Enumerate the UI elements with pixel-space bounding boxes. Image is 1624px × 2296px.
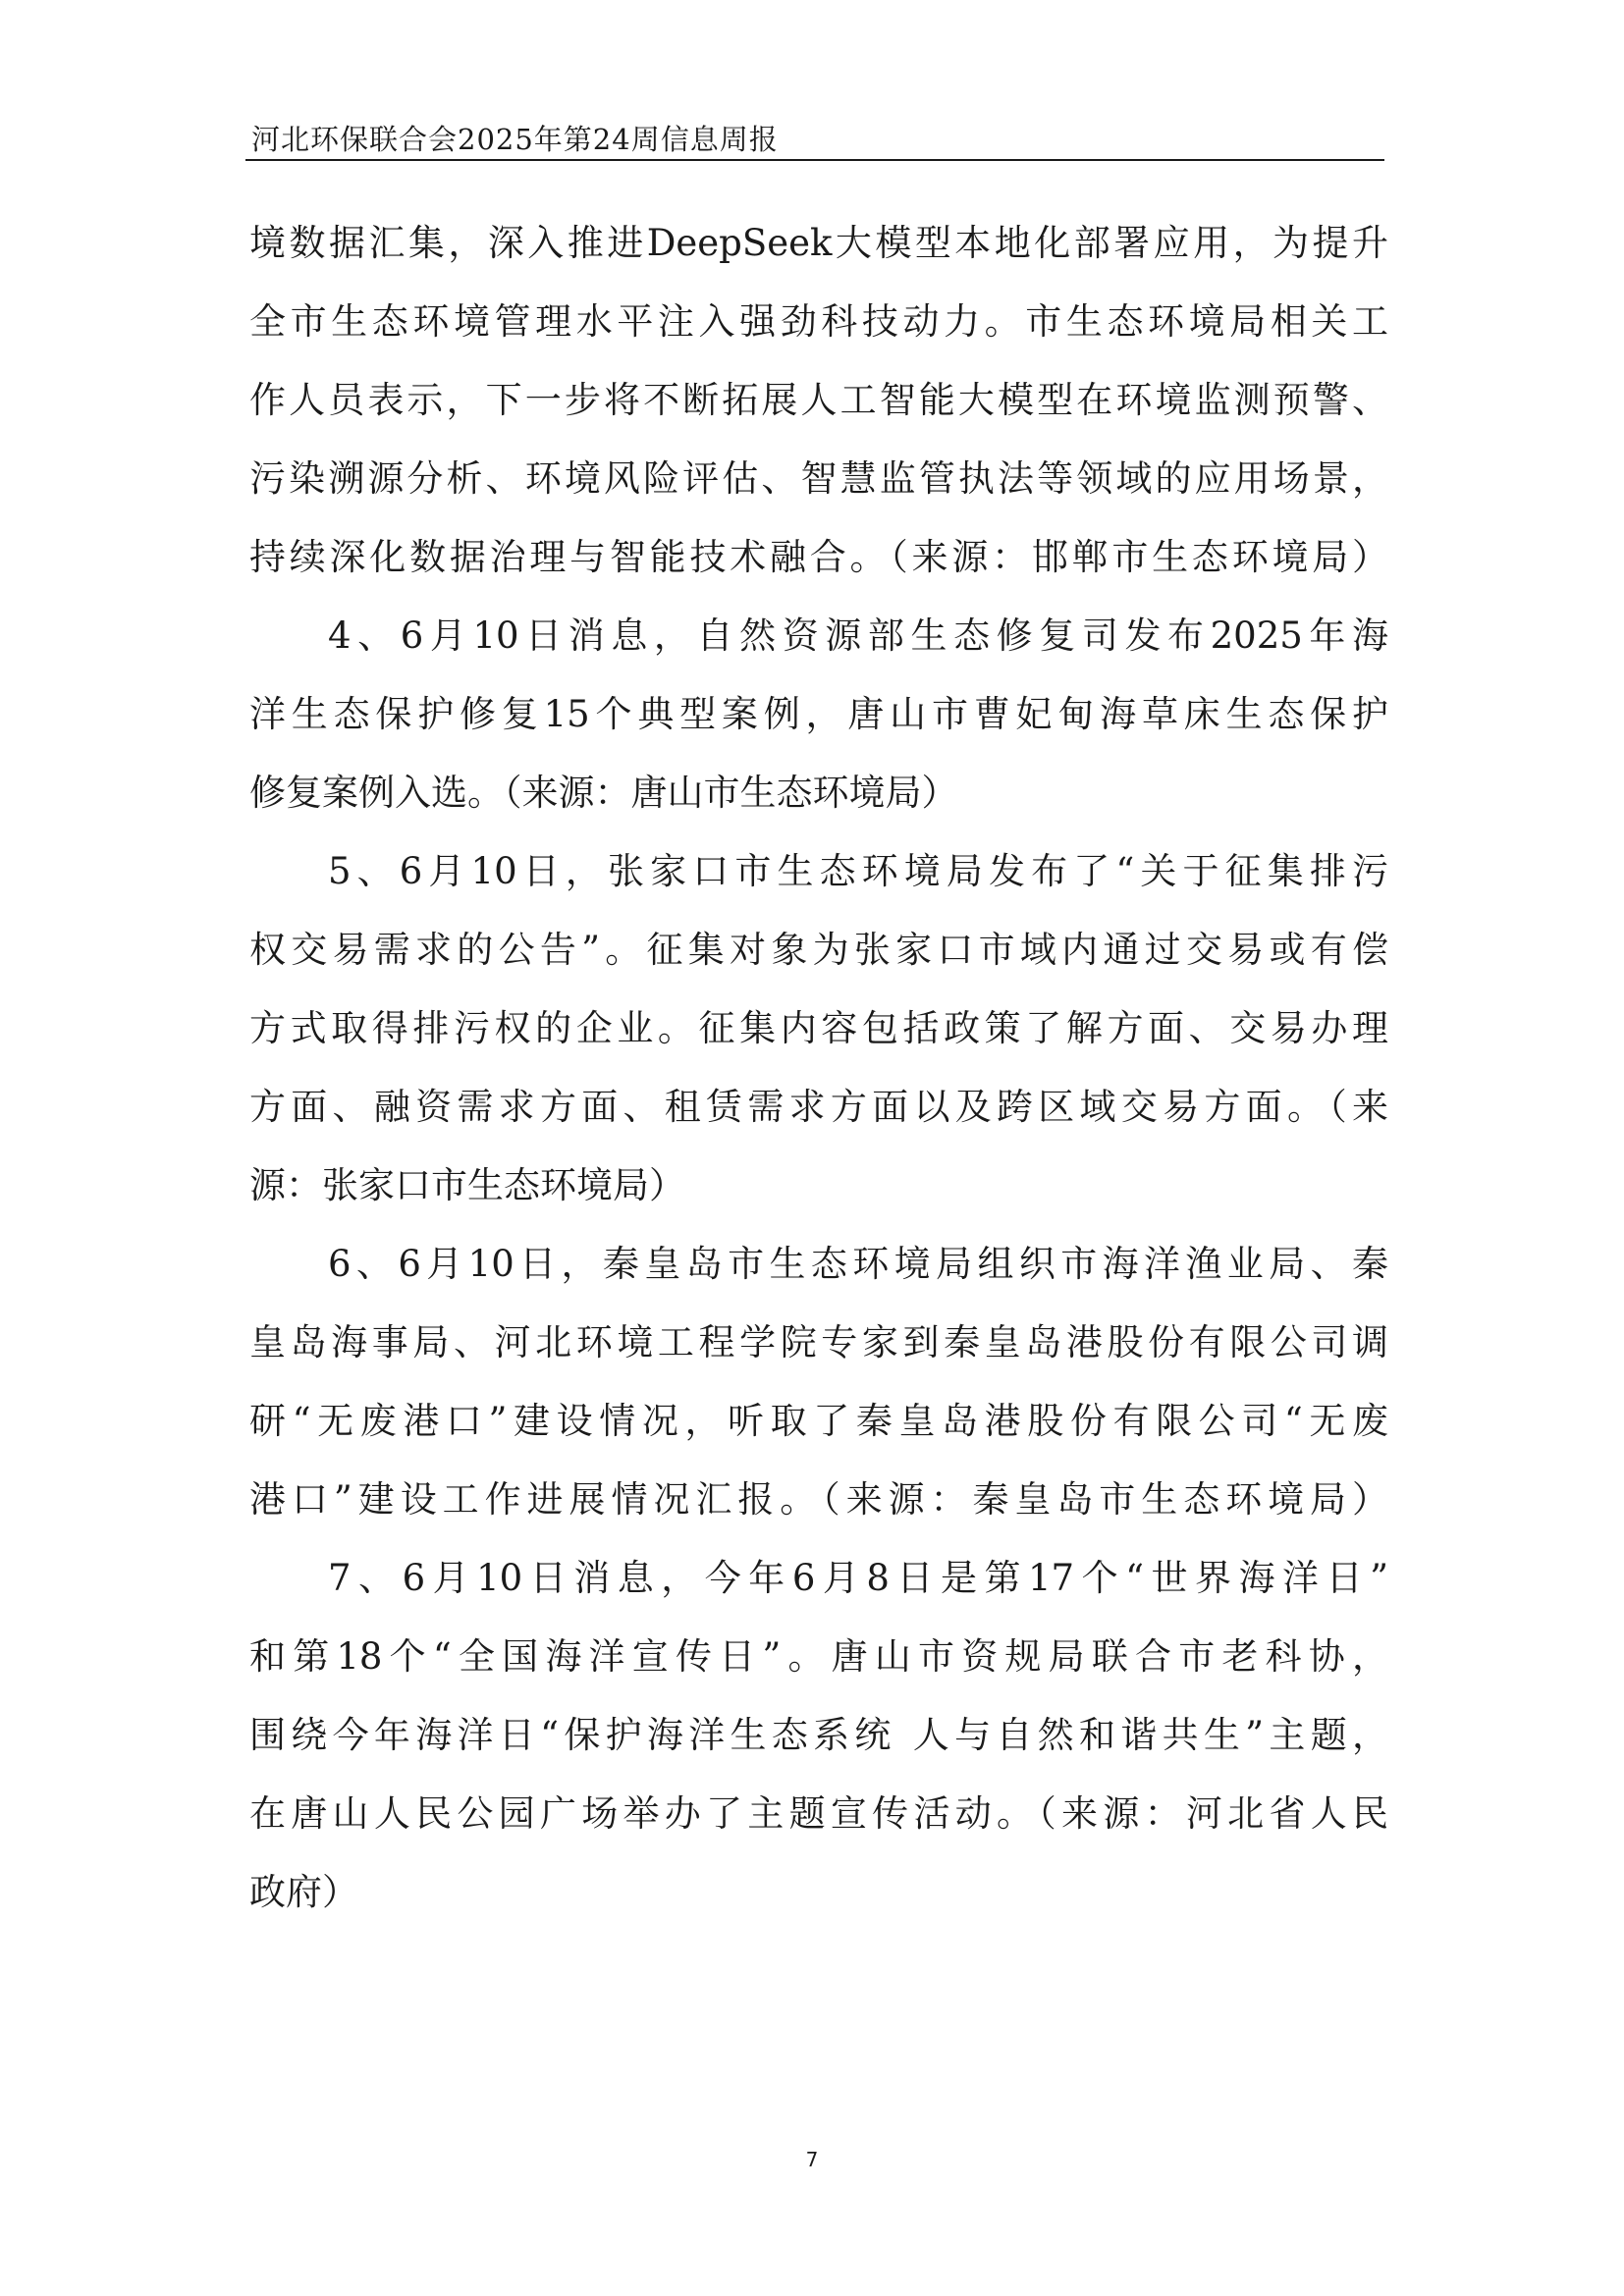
paragraph-line: 修复案例入选。（来源：唐山市生态环境局） [249,772,958,814]
paragraph-line: 源：张家口市生态环境局） [249,1164,685,1206]
paragraph-line: 4、6月10日消息，自然资源部生态修复司发布2025年海 [328,614,1388,657]
page-header [245,116,1384,161]
paragraph-line: 境数据汇集，深入推进DeepSeek大模型本地化部署应用，为提升 [249,222,1388,264]
header-title: 河北环保联合会2025年第24周信息周报 [251,123,779,156]
paragraph-line: 7、6月10日消息，今年6月8日是第17个“世界海洋日” [328,1557,1388,1599]
paragraph-line: 洋生态保护修复15个典型案例，唐山市曹妃甸海草床生态保护 [249,693,1388,735]
paragraph-line: 全市生态环境管理水平注入强劲科技动力。市生态环境局相关工 [249,300,1388,343]
paragraph-line: 港口”建设工作进展情况汇报。（来源：秦皇岛市生态环境局） [249,1478,1388,1521]
paragraph-line: 作人员表示，下一步将不断拓展人工智能大模型在环境监测预警、 [249,379,1388,421]
body-text [249,204,1388,1932]
paragraph-line: 6、6月10日，秦皇岛市生态环境局组织市海洋渔业局、秦 [328,1243,1388,1285]
paragraph-line: 皇岛海事局、河北环境工程学院专家到秦皇岛港股份有限公司调 [249,1321,1388,1363]
page-number: 7 [805,2148,819,2171]
paragraph-line: 在唐山人民公园广场举办了主题宣传活动。（来源：河北省人民 [249,1792,1388,1835]
paragraph-line: 污染溯源分析、环境风险评估、智慧监管执法等领域的应用场景， [249,457,1388,500]
paragraph-line: 方式取得排污权的企业。征集内容包括政策了解方面、交易办理 [249,1007,1388,1049]
paragraph-line: 研“无废港口”建设情况，听取了秦皇岛港股份有限公司“无废 [249,1400,1388,1442]
paragraph-line: 持续深化数据治理与智能技术融合。（来源：邯郸市生态环境局） [249,536,1388,578]
paragraph-line: 政府） [249,1871,358,1913]
paragraph-line: 围绕今年海洋日“保护海洋生态系统 人与自然和谐共生”主题， [249,1714,1388,1756]
paragraph-line: 和第18个“全国海洋宣传日”。唐山市资规局联合市老科协， [249,1635,1388,1678]
paragraph-line: 权交易需求的公告”。征集对象为张家口市域内通过交易或有偿 [249,929,1388,971]
paragraph-line: 5、6月10日，张家口市生态环境局发布了“关于征集排污 [328,850,1388,892]
paragraph-line: 方面、融资需求方面、租赁需求方面以及跨区域交易方面。（来 [249,1086,1388,1128]
